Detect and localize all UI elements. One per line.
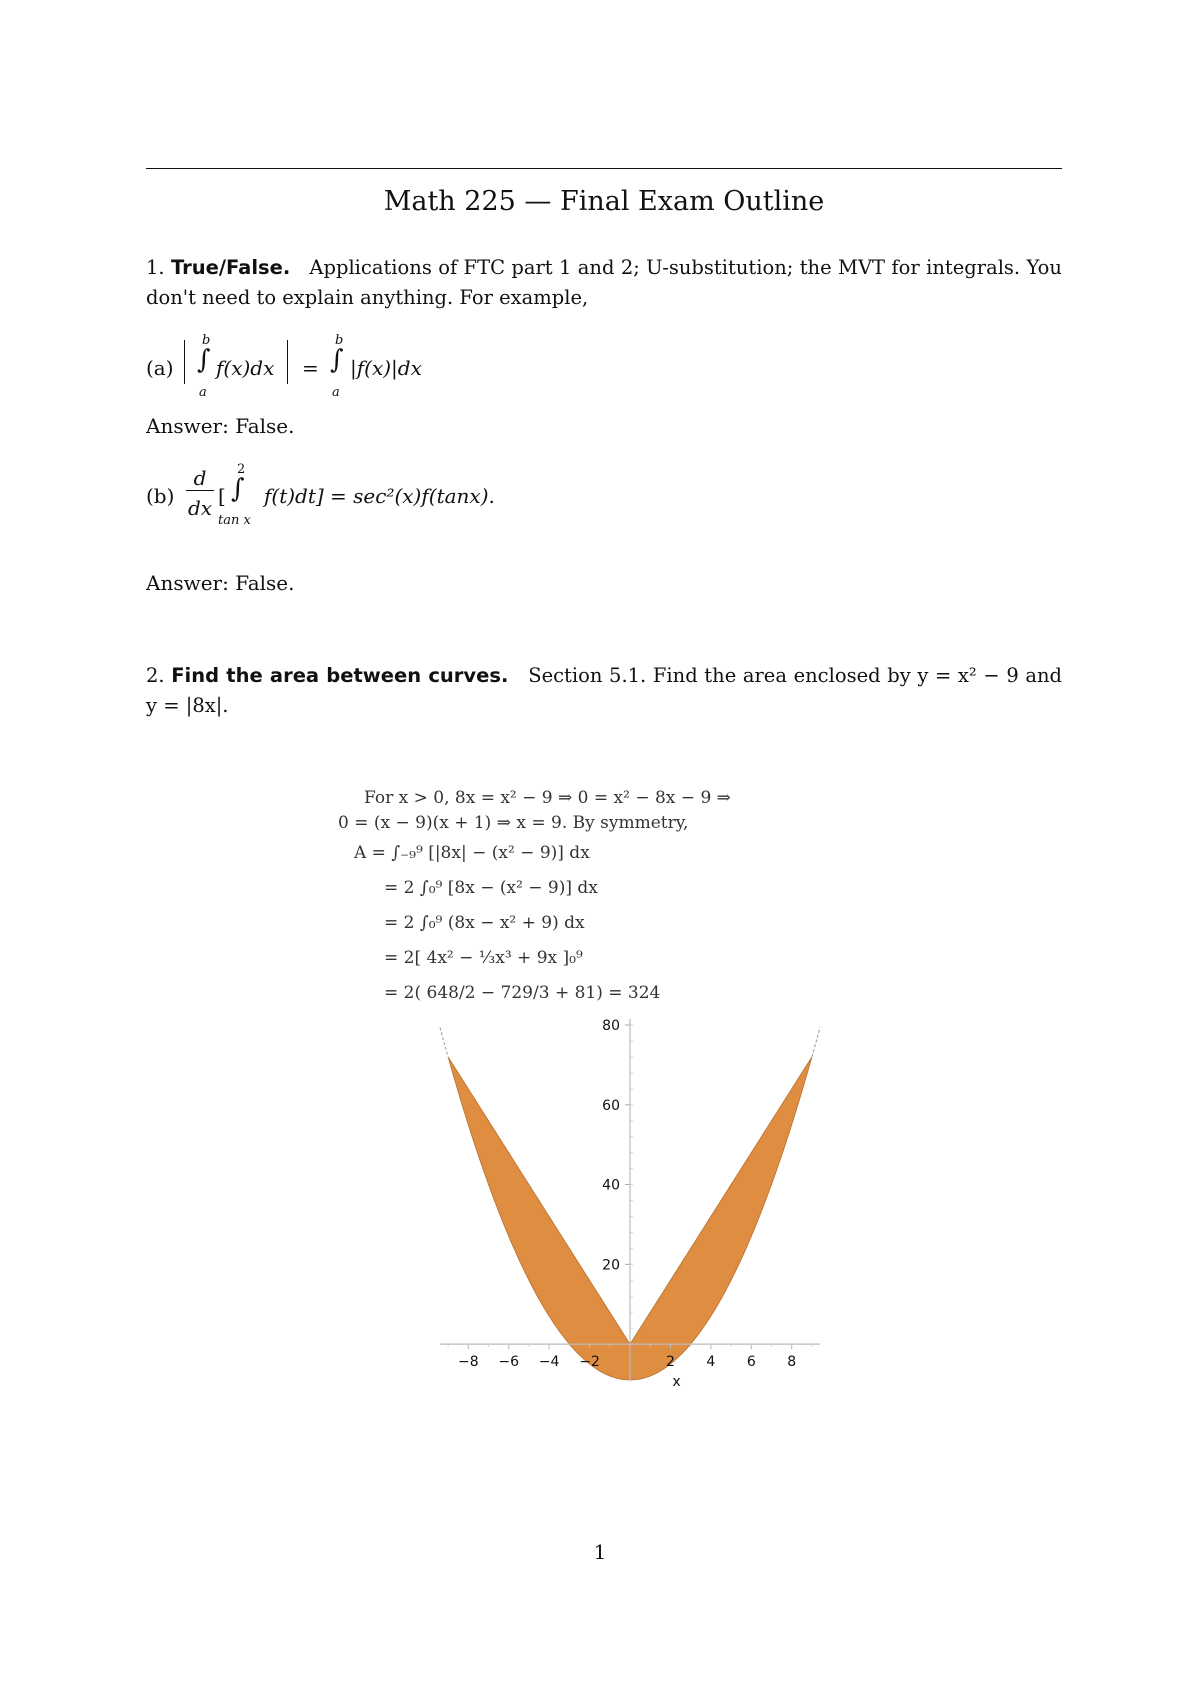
a-right-integrand: |f(x)|dx: [350, 356, 422, 380]
b-open-bracket: [: [218, 484, 226, 508]
curve-extension-0: [440, 1028, 448, 1057]
q1-b-answer: Answer: False.: [146, 571, 295, 595]
solution-line-3: A = ∫₋₉⁹ [|8x| − (x² − 9)] dx: [354, 843, 590, 863]
x-tick-label: 8: [787, 1354, 797, 1371]
q1-b-label: (b): [146, 484, 175, 508]
q2-text: Section 5.1. Find the area enclosed by y = x² − 9 and y = |8x|.: [146, 664, 1063, 717]
page-title: Math 225 — Final Exam Outline: [383, 186, 825, 217]
q1-number: 1.: [146, 256, 165, 279]
integral-sign-3: ∫: [231, 474, 245, 504]
b-integrand: f(t)dt] = sec²(x)f(tanx).: [264, 484, 495, 508]
integral-sign-1: ∫: [197, 345, 211, 375]
integral-sign-2: ∫: [330, 345, 344, 375]
q1-a-answer: Answer: False.: [146, 414, 295, 438]
b-lower-limit: tan x: [218, 513, 251, 528]
y-tick-label: 60: [602, 1097, 620, 1114]
solution-line-4: = 2 ∫₀⁹ [8x − (x² − 9)] dx: [384, 878, 598, 898]
a-lower-limit-1: a: [199, 385, 207, 400]
q1-part-a: [146, 356, 174, 380]
solution-line-1: For x > 0, 8x = x² − 9 ⇒ 0 = x² − 8x − 9 ⇒: [364, 788, 731, 808]
x-tick-label: −8: [457, 1354, 479, 1371]
x-tick-label: 4: [706, 1354, 716, 1371]
q1-text: Applications of FTC part 1 and 2; U-substitution; the MVT for integrals. You don't need to explain anything. For example,: [146, 256, 1062, 309]
solution-line-5: = 2 ∫₀⁹ (8x − x² + 9) dx: [384, 913, 585, 933]
a-upper-limit-2: b: [335, 333, 344, 348]
a-upper-limit-1: b: [202, 333, 211, 348]
x-axis-label: x: [672, 1374, 681, 1391]
x-tick-label: 2: [665, 1354, 675, 1371]
y-tick-label: 40: [602, 1177, 620, 1194]
q1-heading: True/False.: [170, 256, 291, 279]
q2-heading: Find the area between curves.: [171, 664, 509, 687]
abs-bar-right: [287, 340, 292, 384]
y-tick-label: 20: [602, 1257, 620, 1274]
page-number: 1: [593, 1540, 607, 1564]
solution-line-2: 0 = (x − 9)(x + 1) ⇒ x = 9. By symmetry,: [338, 813, 689, 833]
q2-intro: [146, 661, 1062, 721]
q2-number: 2.: [146, 664, 165, 687]
q1-a-label: (a): [146, 356, 174, 380]
area-plot: [420, 1005, 840, 1405]
q1-intro: [146, 253, 1062, 313]
a-lower-limit-2: a: [332, 385, 340, 400]
x-tick-label: −6: [498, 1354, 520, 1371]
top-rule: [146, 168, 1062, 169]
curve-extension-1: [812, 1028, 820, 1057]
y-tick-label: 80: [602, 1018, 620, 1034]
x-tick-label: 6: [746, 1354, 756, 1371]
x-tick-label: −2: [579, 1354, 600, 1371]
abs-bar-left: [184, 340, 189, 384]
solution-line-7: = 2( 648/2 − 729/3 + 81) = 324: [384, 983, 661, 1003]
x-tick-label: −4: [538, 1354, 560, 1371]
b-derivative-num: d: [186, 466, 214, 491]
equals-sign-a: =: [302, 356, 319, 380]
a-left-integrand: f(x)dx: [216, 356, 275, 380]
solution-line-6: = 2[ 4x² − ⅓x³ + 9x ]₀⁹: [384, 948, 583, 968]
b-upper-limit: 2: [237, 462, 246, 477]
b-derivative-den: dx: [187, 496, 213, 520]
